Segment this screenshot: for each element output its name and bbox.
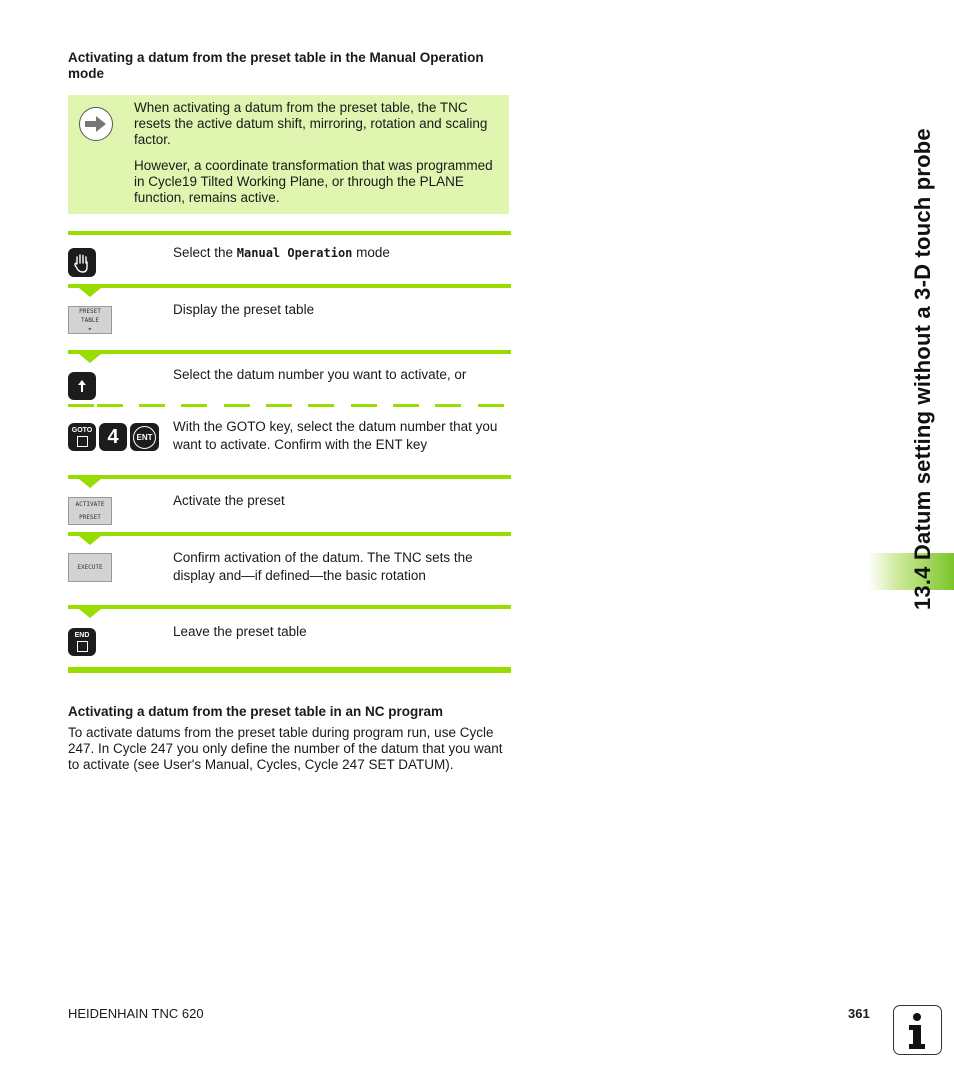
chapter-title: 13.4 Datum setting without a 3-D touch probe	[910, 128, 935, 610]
end-key: END	[68, 628, 96, 656]
divider-dash	[393, 404, 419, 407]
divider	[68, 475, 511, 479]
execute-softkey: EXECUTE	[68, 553, 112, 582]
hand-icon	[73, 253, 91, 273]
page-number: 361	[848, 1006, 870, 1021]
step-text: Confirm activation of the datum. The TNC sets the display and—if defined—the basic rotation	[173, 550, 473, 583]
flow-arrow	[79, 354, 101, 363]
goto-key: GOTO	[68, 423, 96, 451]
divider-dash	[308, 404, 334, 407]
arrow-up-key	[68, 372, 96, 400]
arrow-up-icon	[78, 380, 86, 392]
divider-dash	[181, 404, 207, 407]
section-heading-manual: Activating a datum from the preset table in the Manual Operation mode	[68, 50, 484, 81]
body-paragraph: To activate datums from the preset table during program run, use Cycle 247. In Cycle 247 you only define the number of the datum that you want to activate (see User's Manual, Cycles, Cycle 247 SET DATUM).	[68, 725, 503, 772]
manual-operation-key	[68, 248, 96, 277]
step-text: Select the Manual Operation mode	[173, 245, 390, 260]
footer-product: HEIDENHAIN TNC 620	[68, 1006, 204, 1021]
note-paragraph: However, a coordinate transformation that was programmed in Cycle19 Tilted Working Plane, or through the PLANE function, remains active.	[134, 158, 493, 205]
divider	[68, 284, 511, 288]
step-text: Activate the preset	[173, 493, 285, 508]
divider-dash	[351, 404, 377, 407]
note-paragraph: When activating a datum from the preset table, the TNC resets the active datum shift, mirroring, rotation and scaling factor.	[134, 100, 488, 147]
section-heading-nc-program: Activating a datum from the preset table in an NC program	[68, 704, 444, 719]
flow-arrow	[79, 288, 101, 297]
info-icon	[893, 1005, 942, 1055]
preset-table-softkey: PRESET TABLE ⌖	[68, 306, 112, 334]
ent-key: ENT	[130, 423, 159, 451]
flow-arrow	[79, 609, 101, 618]
digit-4-key: 4	[99, 423, 127, 451]
divider-dash	[139, 404, 165, 407]
step-text: Display the preset table	[173, 302, 315, 317]
divider-dash	[435, 404, 461, 407]
step-text: Select the datum number you want to activate, or	[173, 367, 467, 382]
divider-bottom	[68, 667, 511, 673]
step-text: Leave the preset table	[173, 624, 307, 639]
divider-dash	[478, 404, 504, 407]
divider-dash	[68, 404, 94, 407]
divider-dash	[224, 404, 250, 407]
activate-preset-softkey: ACTIVATE PRESET	[68, 497, 112, 525]
flow-arrow	[79, 479, 101, 488]
flow-arrow	[79, 536, 101, 545]
divider	[68, 350, 511, 354]
note-box	[68, 95, 509, 214]
step-text: With the GOTO key, select the datum number that you want to activate. Confirm with the ENT key	[173, 419, 498, 452]
divider	[68, 231, 511, 235]
divider-dash	[266, 404, 292, 407]
arrow-right-icon	[79, 107, 113, 141]
divider-dash	[97, 404, 123, 407]
divider	[68, 532, 511, 536]
divider	[68, 605, 511, 609]
